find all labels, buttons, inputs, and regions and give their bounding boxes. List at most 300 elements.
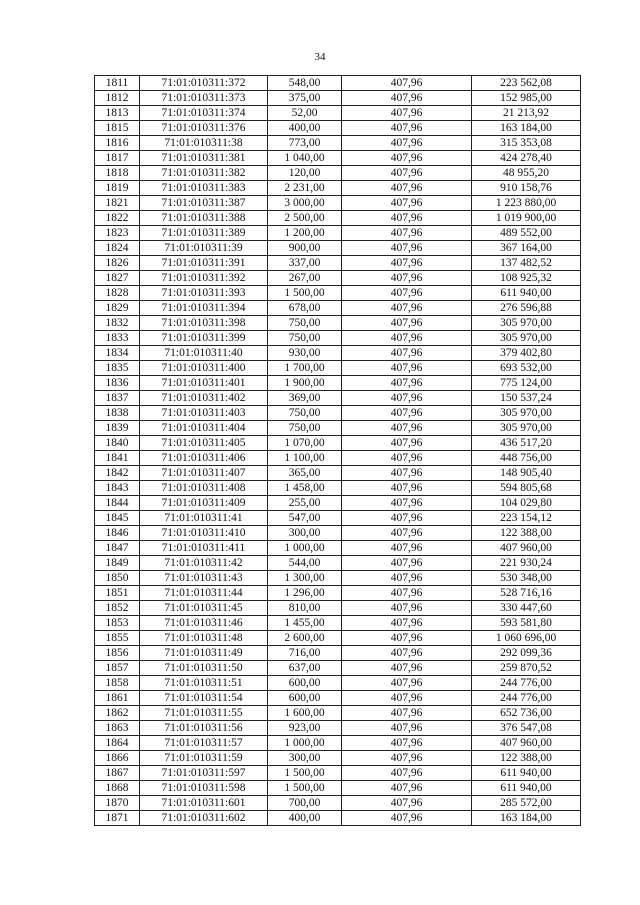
table-row xyxy=(95,781,581,796)
table-row xyxy=(95,571,581,586)
rate-cell: 407,96 xyxy=(342,196,472,211)
rate-cell: 407,96 xyxy=(342,211,472,226)
area-cell: 1 300,00 xyxy=(268,571,342,586)
cadastral-number-cell: 71:01:010311:406 xyxy=(140,451,268,466)
cadastral-number-cell: 71:01:010311:597 xyxy=(140,766,268,781)
cadastral-number-cell: 71:01:010311:43 xyxy=(140,571,268,586)
cadastral-number-cell: 71:01:010311:372 xyxy=(140,76,268,91)
table-row xyxy=(95,166,581,181)
table-row xyxy=(95,286,581,301)
value-cell: 223 154,12 xyxy=(472,511,581,526)
row-number-cell: 1823 xyxy=(95,226,140,241)
cadastral-number-cell: 71:01:010311:405 xyxy=(140,436,268,451)
area-cell: 2 600,00 xyxy=(268,631,342,646)
area-cell: 1 000,00 xyxy=(268,736,342,751)
cadastral-number-cell: 71:01:010311:601 xyxy=(140,796,268,811)
cadastral-number-cell: 71:01:010311:374 xyxy=(140,106,268,121)
table-row xyxy=(95,331,581,346)
value-cell: 244 776,00 xyxy=(472,676,581,691)
row-number-cell: 1837 xyxy=(95,391,140,406)
area-cell: 678,00 xyxy=(268,301,342,316)
cadastral-number-cell: 71:01:010311:400 xyxy=(140,361,268,376)
row-number-cell: 1857 xyxy=(95,661,140,676)
row-number-cell: 1867 xyxy=(95,766,140,781)
row-number-cell: 1826 xyxy=(95,256,140,271)
rate-cell: 407,96 xyxy=(342,271,472,286)
rate-cell: 407,96 xyxy=(342,811,472,826)
row-number-cell: 1856 xyxy=(95,646,140,661)
area-cell: 900,00 xyxy=(268,241,342,256)
cadastral-number-cell: 71:01:010311:44 xyxy=(140,586,268,601)
value-cell: 1 060 696,00 xyxy=(472,631,581,646)
value-cell: 367 164,00 xyxy=(472,241,581,256)
table-row xyxy=(95,646,581,661)
row-number-cell: 1841 xyxy=(95,451,140,466)
area-cell: 1 455,00 xyxy=(268,616,342,631)
rate-cell: 407,96 xyxy=(342,256,472,271)
row-number-cell: 1833 xyxy=(95,331,140,346)
area-cell: 600,00 xyxy=(268,691,342,706)
row-number-cell: 1824 xyxy=(95,241,140,256)
cadastral-number-cell: 71:01:010311:59 xyxy=(140,751,268,766)
cadastral-number-cell: 71:01:010311:51 xyxy=(140,676,268,691)
rate-cell: 407,96 xyxy=(342,496,472,511)
area-cell: 716,00 xyxy=(268,646,342,661)
rate-cell: 407,96 xyxy=(342,736,472,751)
row-number-cell: 1871 xyxy=(95,811,140,826)
cadastral-number-cell: 71:01:010311:409 xyxy=(140,496,268,511)
value-cell: 407 960,00 xyxy=(472,736,581,751)
row-number-cell: 1839 xyxy=(95,421,140,436)
row-number-cell: 1844 xyxy=(95,496,140,511)
area-cell: 923,00 xyxy=(268,721,342,736)
value-cell: 910 158,76 xyxy=(472,181,581,196)
row-number-cell: 1846 xyxy=(95,526,140,541)
area-cell: 52,00 xyxy=(268,106,342,121)
rate-cell: 407,96 xyxy=(342,571,472,586)
area-cell: 2 500,00 xyxy=(268,211,342,226)
rate-cell: 407,96 xyxy=(342,616,472,631)
cadastral-number-cell: 71:01:010311:407 xyxy=(140,466,268,481)
area-cell: 1 700,00 xyxy=(268,361,342,376)
table-row xyxy=(95,196,581,211)
table-row xyxy=(95,511,581,526)
table-row xyxy=(95,241,581,256)
value-cell: 48 955,20 xyxy=(472,166,581,181)
value-cell: 150 537,24 xyxy=(472,391,581,406)
rate-cell: 407,96 xyxy=(342,286,472,301)
rate-cell: 407,96 xyxy=(342,526,472,541)
table-row xyxy=(95,811,581,826)
cadastral-number-cell: 71:01:010311:41 xyxy=(140,511,268,526)
rate-cell: 407,96 xyxy=(342,121,472,136)
table-row xyxy=(95,91,581,106)
row-number-cell: 1828 xyxy=(95,286,140,301)
value-cell: 152 985,00 xyxy=(472,91,581,106)
value-cell: 593 581,80 xyxy=(472,616,581,631)
value-cell: 330 447,60 xyxy=(472,601,581,616)
row-number-cell: 1840 xyxy=(95,436,140,451)
cadastral-number-cell: 71:01:010311:373 xyxy=(140,91,268,106)
rate-cell: 407,96 xyxy=(342,661,472,676)
table-row xyxy=(95,136,581,151)
cadastral-number-cell: 71:01:010311:391 xyxy=(140,256,268,271)
value-cell: 221 930,24 xyxy=(472,556,581,571)
cadastral-number-cell: 71:01:010311:54 xyxy=(140,691,268,706)
area-cell: 255,00 xyxy=(268,496,342,511)
rate-cell: 407,96 xyxy=(342,586,472,601)
cadastral-number-cell: 71:01:010311:49 xyxy=(140,646,268,661)
value-cell: 104 029,80 xyxy=(472,496,581,511)
table-row xyxy=(95,121,581,136)
rate-cell: 407,96 xyxy=(342,346,472,361)
cadastral-number-cell: 71:01:010311:392 xyxy=(140,271,268,286)
row-number-cell: 1863 xyxy=(95,721,140,736)
cadastral-number-cell: 71:01:010311:38 xyxy=(140,136,268,151)
row-number-cell: 1845 xyxy=(95,511,140,526)
value-cell: 528 716,16 xyxy=(472,586,581,601)
rate-cell: 407,96 xyxy=(342,301,472,316)
table-row xyxy=(95,226,581,241)
cadastral-number-cell: 71:01:010311:411 xyxy=(140,541,268,556)
table-row xyxy=(95,391,581,406)
rate-cell: 407,96 xyxy=(342,796,472,811)
rate-cell: 407,96 xyxy=(342,391,472,406)
value-cell: 611 940,00 xyxy=(472,766,581,781)
area-cell: 544,00 xyxy=(268,556,342,571)
row-number-cell: 1819 xyxy=(95,181,140,196)
table-row xyxy=(95,751,581,766)
area-cell: 548,00 xyxy=(268,76,342,91)
area-cell: 369,00 xyxy=(268,391,342,406)
rate-cell: 407,96 xyxy=(342,436,472,451)
area-cell: 365,00 xyxy=(268,466,342,481)
area-cell: 1 070,00 xyxy=(268,436,342,451)
row-number-cell: 1811 xyxy=(95,76,140,91)
rate-cell: 407,96 xyxy=(342,766,472,781)
value-cell: 305 970,00 xyxy=(472,316,581,331)
row-number-cell: 1842 xyxy=(95,466,140,481)
rate-cell: 407,96 xyxy=(342,721,472,736)
row-number-cell: 1868 xyxy=(95,781,140,796)
cadastral-number-cell: 71:01:010311:48 xyxy=(140,631,268,646)
area-cell: 810,00 xyxy=(268,601,342,616)
row-number-cell: 1850 xyxy=(95,571,140,586)
area-cell: 300,00 xyxy=(268,751,342,766)
row-number-cell: 1838 xyxy=(95,406,140,421)
cadastral-number-cell: 71:01:010311:598 xyxy=(140,781,268,796)
rate-cell: 407,96 xyxy=(342,511,472,526)
row-number-cell: 1861 xyxy=(95,691,140,706)
table-row xyxy=(95,721,581,736)
row-number-cell: 1858 xyxy=(95,676,140,691)
cadastral-number-cell: 71:01:010311:388 xyxy=(140,211,268,226)
area-cell: 1 500,00 xyxy=(268,286,342,301)
value-cell: 163 184,00 xyxy=(472,121,581,136)
table-row xyxy=(95,256,581,271)
rate-cell: 407,96 xyxy=(342,556,472,571)
area-cell: 1 458,00 xyxy=(268,481,342,496)
area-cell: 773,00 xyxy=(268,136,342,151)
area-cell: 1 000,00 xyxy=(268,541,342,556)
rate-cell: 407,96 xyxy=(342,226,472,241)
cadastral-number-cell: 71:01:010311:383 xyxy=(140,181,268,196)
table-row xyxy=(95,466,581,481)
table-row xyxy=(95,211,581,226)
table-row xyxy=(95,451,581,466)
value-cell: 223 562,08 xyxy=(472,76,581,91)
value-cell: 305 970,00 xyxy=(472,331,581,346)
table-row xyxy=(95,631,581,646)
table-row xyxy=(95,691,581,706)
value-cell: 276 596,88 xyxy=(472,301,581,316)
cadastral-number-cell: 71:01:010311:50 xyxy=(140,661,268,676)
value-cell: 305 970,00 xyxy=(472,421,581,436)
value-cell: 448 756,00 xyxy=(472,451,581,466)
cadastral-number-cell: 71:01:010311:408 xyxy=(140,481,268,496)
row-number-cell: 1818 xyxy=(95,166,140,181)
area-cell: 1 040,00 xyxy=(268,151,342,166)
table-row xyxy=(95,76,581,91)
value-cell: 436 517,20 xyxy=(472,436,581,451)
row-number-cell: 1836 xyxy=(95,376,140,391)
rate-cell: 407,96 xyxy=(342,706,472,721)
cadastral-number-cell: 71:01:010311:40 xyxy=(140,346,268,361)
row-number-cell: 1855 xyxy=(95,631,140,646)
table-row xyxy=(95,271,581,286)
value-cell: 315 353,08 xyxy=(472,136,581,151)
cadastral-number-cell: 71:01:010311:389 xyxy=(140,226,268,241)
rate-cell: 407,96 xyxy=(342,646,472,661)
cadastral-number-cell: 71:01:010311:57 xyxy=(140,736,268,751)
value-cell: 530 348,00 xyxy=(472,571,581,586)
cadastral-number-cell: 71:01:010311:46 xyxy=(140,616,268,631)
area-cell: 930,00 xyxy=(268,346,342,361)
cadastral-number-cell: 71:01:010311:403 xyxy=(140,406,268,421)
cadastral-number-cell: 71:01:010311:42 xyxy=(140,556,268,571)
area-cell: 1 900,00 xyxy=(268,376,342,391)
area-cell: 1 500,00 xyxy=(268,766,342,781)
cadastral-number-cell: 71:01:010311:376 xyxy=(140,121,268,136)
table-row xyxy=(95,436,581,451)
area-cell: 1 500,00 xyxy=(268,781,342,796)
table-row xyxy=(95,601,581,616)
rate-cell: 407,96 xyxy=(342,481,472,496)
value-cell: 259 870,52 xyxy=(472,661,581,676)
rate-cell: 407,96 xyxy=(342,751,472,766)
value-cell: 137 482,52 xyxy=(472,256,581,271)
cadastral-number-cell: 71:01:010311:401 xyxy=(140,376,268,391)
value-cell: 148 905,40 xyxy=(472,466,581,481)
row-number-cell: 1827 xyxy=(95,271,140,286)
land-plot-table xyxy=(94,75,581,826)
table-row xyxy=(95,661,581,676)
value-cell: 305 970,00 xyxy=(472,406,581,421)
rate-cell: 407,96 xyxy=(342,421,472,436)
cadastral-number-cell: 71:01:010311:602 xyxy=(140,811,268,826)
value-cell: 163 184,00 xyxy=(472,811,581,826)
value-cell: 424 278,40 xyxy=(472,151,581,166)
cadastral-number-cell: 71:01:010311:402 xyxy=(140,391,268,406)
value-cell: 407 960,00 xyxy=(472,541,581,556)
value-cell: 693 532,00 xyxy=(472,361,581,376)
table-row xyxy=(95,376,581,391)
row-number-cell: 1829 xyxy=(95,301,140,316)
table-row xyxy=(95,481,581,496)
row-number-cell: 1866 xyxy=(95,751,140,766)
value-cell: 122 388,00 xyxy=(472,751,581,766)
rate-cell: 407,96 xyxy=(342,406,472,421)
table-row xyxy=(95,766,581,781)
rate-cell: 407,96 xyxy=(342,361,472,376)
rate-cell: 407,96 xyxy=(342,781,472,796)
area-cell: 637,00 xyxy=(268,661,342,676)
area-cell: 1 600,00 xyxy=(268,706,342,721)
table-row xyxy=(95,586,581,601)
area-cell: 1 100,00 xyxy=(268,451,342,466)
cadastral-number-cell: 71:01:010311:55 xyxy=(140,706,268,721)
row-number-cell: 1847 xyxy=(95,541,140,556)
area-cell: 547,00 xyxy=(268,511,342,526)
area-cell: 300,00 xyxy=(268,526,342,541)
table-row xyxy=(95,556,581,571)
cadastral-number-cell: 71:01:010311:404 xyxy=(140,421,268,436)
table-row xyxy=(95,541,581,556)
area-cell: 750,00 xyxy=(268,331,342,346)
row-number-cell: 1843 xyxy=(95,481,140,496)
row-number-cell: 1832 xyxy=(95,316,140,331)
cadastral-number-cell: 71:01:010311:398 xyxy=(140,316,268,331)
value-cell: 379 402,80 xyxy=(472,346,581,361)
area-cell: 750,00 xyxy=(268,316,342,331)
table-row xyxy=(95,181,581,196)
cadastral-number-cell: 71:01:010311:381 xyxy=(140,151,268,166)
value-cell: 611 940,00 xyxy=(472,286,581,301)
table-row xyxy=(95,406,581,421)
table-row xyxy=(95,616,581,631)
row-number-cell: 1849 xyxy=(95,556,140,571)
area-cell: 400,00 xyxy=(268,121,342,136)
value-cell: 108 925,32 xyxy=(472,271,581,286)
area-cell: 2 231,00 xyxy=(268,181,342,196)
cadastral-number-cell: 71:01:010311:45 xyxy=(140,601,268,616)
row-number-cell: 1834 xyxy=(95,346,140,361)
rate-cell: 407,96 xyxy=(342,136,472,151)
table-row xyxy=(95,346,581,361)
area-cell: 750,00 xyxy=(268,421,342,436)
value-cell: 1 223 880,00 xyxy=(472,196,581,211)
table-row xyxy=(95,796,581,811)
row-number-cell: 1815 xyxy=(95,121,140,136)
cadastral-number-cell: 71:01:010311:382 xyxy=(140,166,268,181)
cadastral-number-cell: 71:01:010311:394 xyxy=(140,301,268,316)
value-cell: 285 572,00 xyxy=(472,796,581,811)
rate-cell: 407,96 xyxy=(342,316,472,331)
cadastral-number-cell: 71:01:010311:393 xyxy=(140,286,268,301)
area-cell: 375,00 xyxy=(268,91,342,106)
value-cell: 489 552,00 xyxy=(472,226,581,241)
table-row xyxy=(95,421,581,436)
row-number-cell: 1835 xyxy=(95,361,140,376)
rate-cell: 407,96 xyxy=(342,106,472,121)
area-cell: 600,00 xyxy=(268,676,342,691)
rate-cell: 407,96 xyxy=(342,541,472,556)
row-number-cell: 1862 xyxy=(95,706,140,721)
rate-cell: 407,96 xyxy=(342,601,472,616)
area-cell: 1 296,00 xyxy=(268,586,342,601)
value-cell: 244 776,00 xyxy=(472,691,581,706)
area-cell: 337,00 xyxy=(268,256,342,271)
rate-cell: 407,96 xyxy=(342,91,472,106)
area-cell: 400,00 xyxy=(268,811,342,826)
table-row xyxy=(95,526,581,541)
rate-cell: 407,96 xyxy=(342,466,472,481)
area-cell: 267,00 xyxy=(268,271,342,286)
rate-cell: 407,96 xyxy=(342,241,472,256)
area-cell: 750,00 xyxy=(268,406,342,421)
value-cell: 1 019 900,00 xyxy=(472,211,581,226)
table-body xyxy=(95,76,581,826)
table-row xyxy=(95,301,581,316)
row-number-cell: 1812 xyxy=(95,91,140,106)
row-number-cell: 1870 xyxy=(95,796,140,811)
row-number-cell: 1853 xyxy=(95,616,140,631)
rate-cell: 407,96 xyxy=(342,151,472,166)
value-cell: 652 736,00 xyxy=(472,706,581,721)
rate-cell: 407,96 xyxy=(342,76,472,91)
area-cell: 120,00 xyxy=(268,166,342,181)
row-number-cell: 1813 xyxy=(95,106,140,121)
cadastral-number-cell: 71:01:010311:39 xyxy=(140,241,268,256)
row-number-cell: 1817 xyxy=(95,151,140,166)
rate-cell: 407,96 xyxy=(342,181,472,196)
value-cell: 21 213,92 xyxy=(472,106,581,121)
rate-cell: 407,96 xyxy=(342,676,472,691)
area-cell: 700,00 xyxy=(268,796,342,811)
rate-cell: 407,96 xyxy=(342,631,472,646)
value-cell: 292 099,36 xyxy=(472,646,581,661)
row-number-cell: 1851 xyxy=(95,586,140,601)
table-row xyxy=(95,316,581,331)
row-number-cell: 1821 xyxy=(95,196,140,211)
table-row xyxy=(95,151,581,166)
cadastral-number-cell: 71:01:010311:56 xyxy=(140,721,268,736)
row-number-cell: 1822 xyxy=(95,211,140,226)
row-number-cell: 1816 xyxy=(95,136,140,151)
value-cell: 122 388,00 xyxy=(472,526,581,541)
table-row xyxy=(95,676,581,691)
rate-cell: 407,96 xyxy=(342,451,472,466)
value-cell: 775 124,00 xyxy=(472,376,581,391)
rate-cell: 407,96 xyxy=(342,691,472,706)
rate-cell: 407,96 xyxy=(342,166,472,181)
row-number-cell: 1852 xyxy=(95,601,140,616)
rate-cell: 407,96 xyxy=(342,376,472,391)
table-row xyxy=(95,496,581,511)
table-row xyxy=(95,736,581,751)
cadastral-number-cell: 71:01:010311:387 xyxy=(140,196,268,211)
cadastral-number-cell: 71:01:010311:399 xyxy=(140,331,268,346)
value-cell: 376 547,08 xyxy=(472,721,581,736)
table-row xyxy=(95,361,581,376)
table-row xyxy=(95,106,581,121)
cadastral-number-cell: 71:01:010311:410 xyxy=(140,526,268,541)
rate-cell: 407,96 xyxy=(342,331,472,346)
page-number: 34 xyxy=(314,51,326,63)
value-cell: 611 940,00 xyxy=(472,781,581,796)
area-cell: 3 000,00 xyxy=(268,196,342,211)
value-cell: 594 805,68 xyxy=(472,481,581,496)
